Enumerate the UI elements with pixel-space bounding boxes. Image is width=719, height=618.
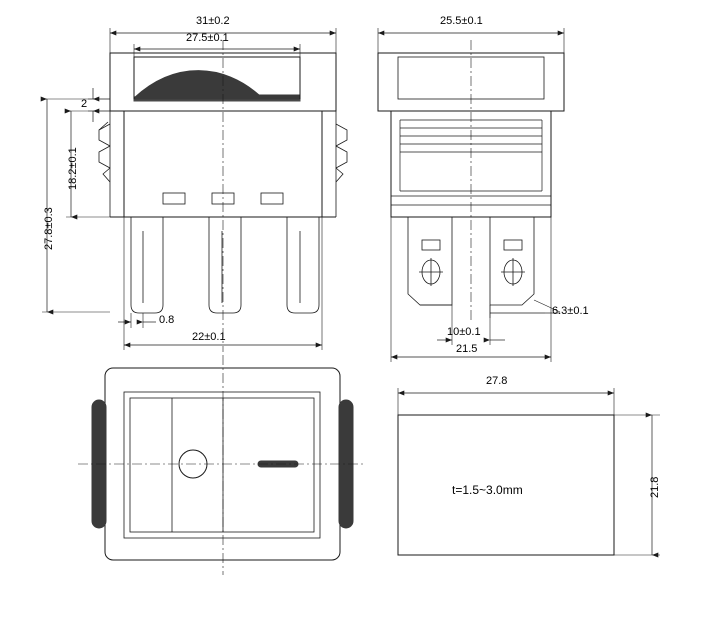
dim-label-bezel-width: 27.5±0.1 bbox=[186, 32, 229, 44]
dim-label-overall-height: 27.8±0.3 bbox=[43, 207, 55, 250]
dim-label-overall-width: 31±0.2 bbox=[196, 15, 230, 27]
side-view-geometry bbox=[378, 40, 564, 320]
dim-label-cutout-height: 21.8 bbox=[649, 476, 661, 498]
note-panel-thickness: t=1.5~3.0mm bbox=[452, 483, 523, 497]
dim-label-overall-depth: 25.5±0.1 bbox=[440, 15, 483, 27]
dim-label-body-height: 18.2±0.1 bbox=[67, 147, 79, 190]
dim-label-cutout-width: 27.8 bbox=[486, 375, 508, 387]
dim-label-terminal-width: 6.3±0.1 bbox=[552, 305, 589, 317]
bottom-view-geometry bbox=[78, 355, 366, 575]
dim-label-body-width: 22±0.1 bbox=[192, 331, 226, 343]
panel-cutout-dimensions bbox=[398, 388, 660, 555]
dim-label-terminal-thickness: 0.8 bbox=[159, 314, 175, 326]
dim-label-bezel-thickness: 2 bbox=[81, 98, 88, 110]
dim-label-terminal-spacing: 10±0.1 bbox=[447, 326, 481, 338]
front-view-geometry bbox=[99, 40, 347, 352]
dim-label-body-depth: 21.5 bbox=[456, 343, 478, 355]
